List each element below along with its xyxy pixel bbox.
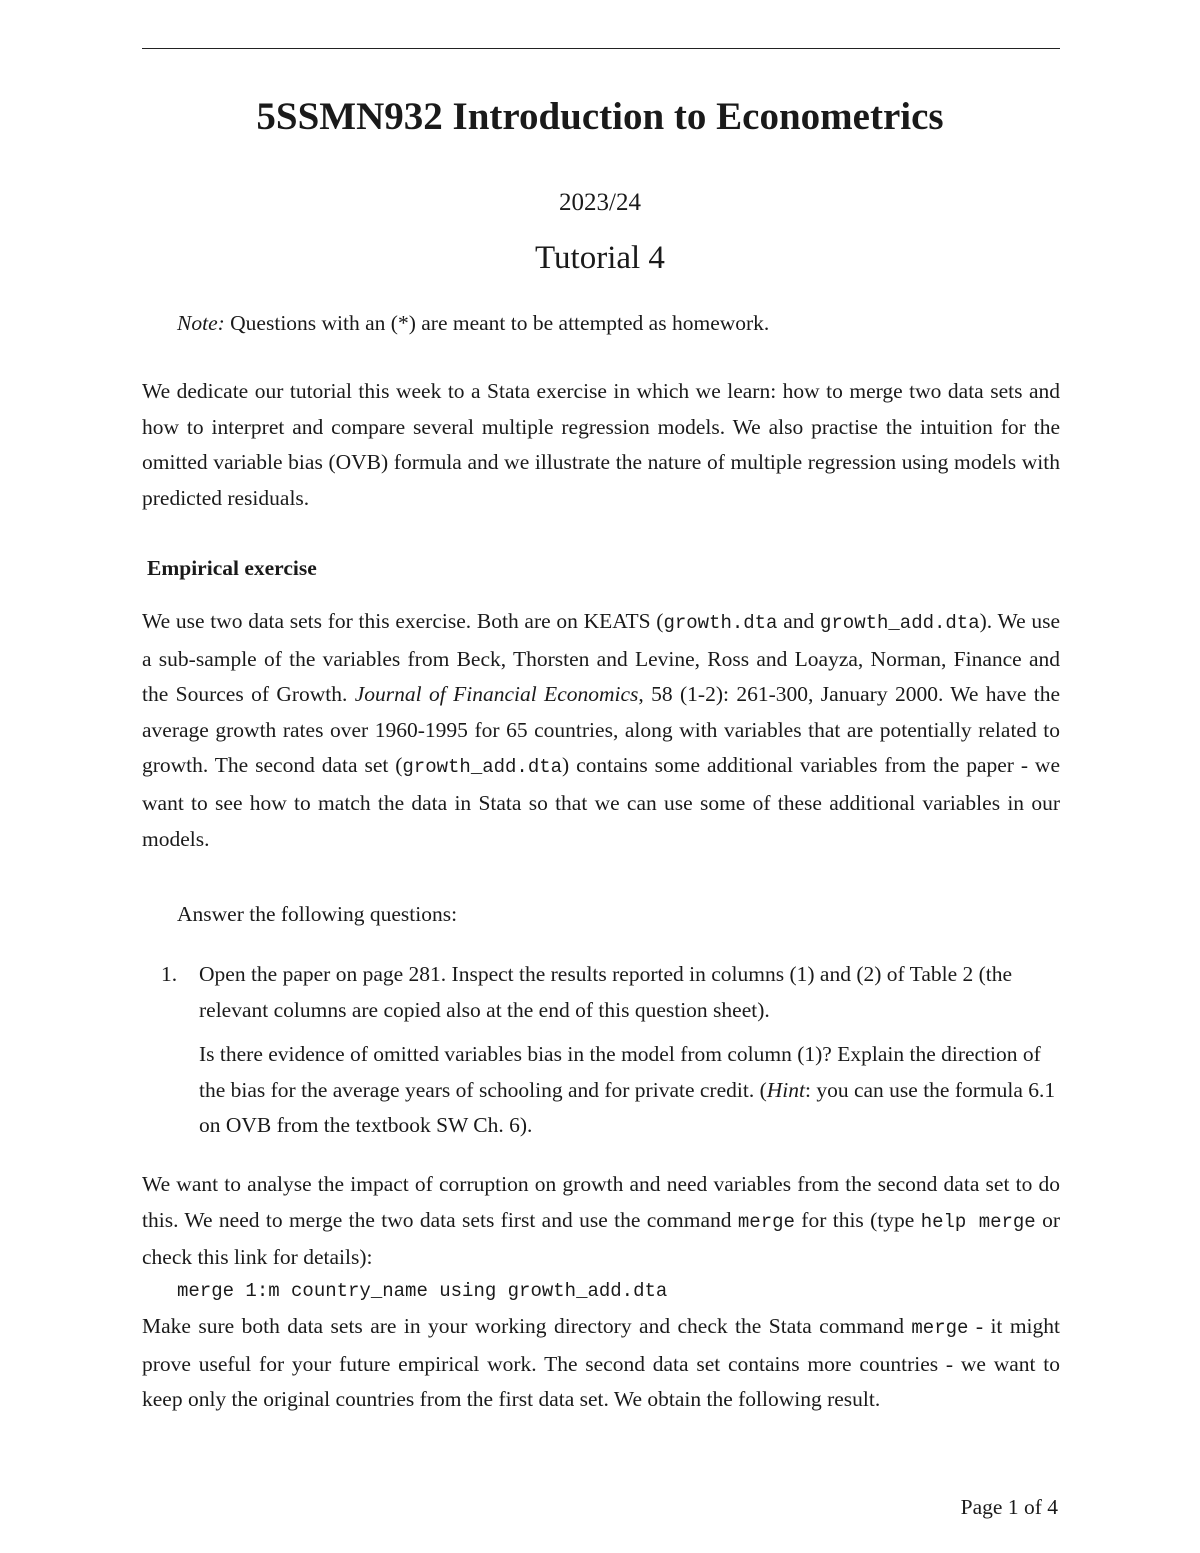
document-title: 5SSMN932 Introduction to Econometrics bbox=[256, 95, 944, 138]
academic-year: 2023/24 bbox=[559, 189, 641, 216]
note-text: Questions with an (*) are meant to be attempted as homework. bbox=[224, 311, 770, 335]
intro-paragraph: We dedicate our tutorial this week to a Stata exercise in which we learn: how to merge two data sets and how to interpret and compare several multiple regression models. We also practise the intuition for the omitted variable bias (OVB) formula and we illustrate the nature of multiple regression using models with predicted residuals. bbox=[142, 379, 1060, 510]
merge-code-line: merge 1:m country_name using growth_add.dta bbox=[177, 1280, 668, 1302]
merge-instructions-paragraph: Make sure both data sets are in your working directory and check the Stata command merge - it might prove useful for your future empirical work. The second data set contains more countries - we want to keep only the original countries from the first data set. We obtain the following result. bbox=[142, 1314, 1060, 1412]
note-label: Note: bbox=[177, 311, 225, 335]
file-growth-add-dta: growth_add.dta bbox=[819, 612, 980, 634]
top-rule bbox=[142, 48, 1060, 49]
file-growth-add-dta-2: growth_add.dta bbox=[402, 756, 563, 779]
merge-command: merge bbox=[737, 1210, 795, 1233]
page-number: Page 1 of 4 bbox=[960, 1495, 1058, 1519]
section-heading: Empirical exercise bbox=[147, 556, 317, 580]
exercise-paragraph: We use two data sets for this exercise. Both are on KEATS (growth.dta and growth_add.dta). We use a sub-sample of the variables from Beck, Thorsten and Levine, Ross and Loayza, Norman, Finance and the Sources of Growth. Journal of Financial Economics, 58 (1-2): 261-300, January 2000. We have the average growth rates over 1960-1995 for 65 countries, along with variables that are potentially related to growth. The second data set (growth_add.dta) contains some additional variables from the paper - we want to see how to match the data in Stata so that we can use some of these additional variables in our models. bbox=[142, 609, 1061, 851]
question-number: 1. bbox=[161, 962, 178, 986]
question-1-part-2: Is there evidence of omitted variables bias in the model from column (1)? Explain the direction of the bias for the average years of schooling and for private credit. (Hint: you can use the formula 6.1 on OVB from the textbook SW Ch. 6). bbox=[199, 1042, 1056, 1138]
merge-command-2: merge bbox=[911, 1317, 969, 1339]
hint-label: Hint bbox=[766, 1077, 805, 1102]
help-merge-command: help merge bbox=[920, 1210, 1036, 1233]
merge-paragraph: We want to analyse the impact of corruption on growth and need variables from the second data set to do this. We need to merge the two data sets first and use the command merge for this (type help merge or check this link for details): bbox=[142, 1172, 1060, 1270]
file-growth-dta: growth.dta bbox=[663, 612, 778, 634]
answer-prompt: Answer the following questions: bbox=[177, 902, 458, 926]
homework-note bbox=[177, 307, 769, 339]
tutorial-number: Tutorial 4 bbox=[535, 240, 665, 276]
question-1-part-1: Open the paper on page 281. Inspect the results reported in columns (1) and (2) of Table 2 (the relevant columns are copied also at the end of this question sheet). bbox=[199, 962, 1013, 1022]
journal-name: Journal of Financial Economics bbox=[354, 682, 639, 707]
